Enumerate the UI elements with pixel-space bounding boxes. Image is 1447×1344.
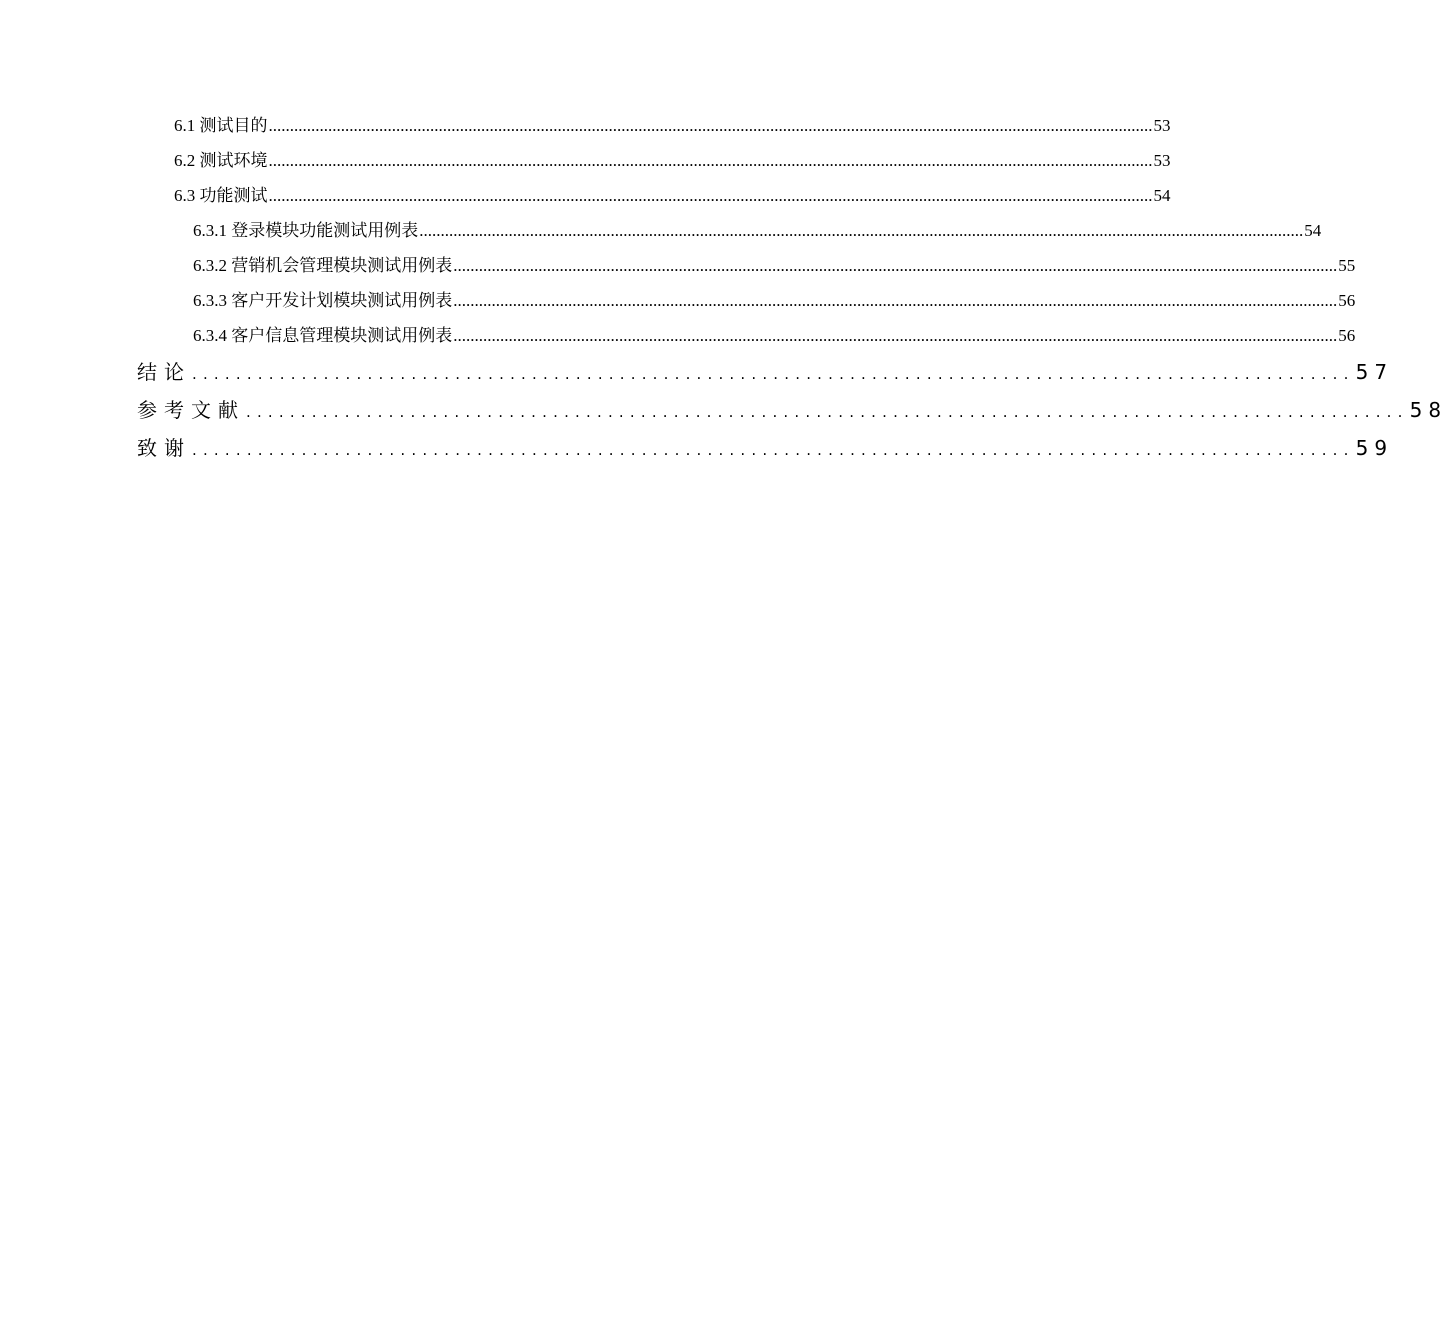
toc-entry-page: 56 xyxy=(1338,326,1356,345)
toc-dot-leader: ................................................................................................................................................................................................................ xyxy=(268,116,1153,135)
toc-entry-6-3[interactable] xyxy=(174,185,1171,207)
toc-entry-page: 54 xyxy=(1304,221,1322,240)
toc-dot-leader: ................................................................................................................................................................................................................ xyxy=(268,151,1153,170)
toc-dot-leader: ................................................................................................................................................................................................................ xyxy=(453,326,1338,345)
toc-entry-title: 6.3 功能测试 xyxy=(174,186,268,205)
toc-entry-page: 55 xyxy=(1338,256,1356,275)
toc-entry-title: 参考文献 xyxy=(137,398,245,422)
toc-entry-title: 6.3.2 营销机会管理模块测试用例表 xyxy=(193,256,453,275)
toc-entry-6-3-1[interactable] xyxy=(193,220,1322,242)
toc-dot-leader: .......................................................................................................... xyxy=(246,403,1409,421)
toc-entry-title: 致谢 xyxy=(137,436,191,460)
toc-dot-leader: ................................................................................................................................................................................................................ xyxy=(453,291,1338,310)
toc-dot-leader: .......................................................................................................... xyxy=(192,365,1355,383)
toc-entry-page: 56 xyxy=(1338,291,1356,310)
toc-entry-6-2[interactable] xyxy=(174,150,1171,172)
toc-entry-page: 58 xyxy=(1409,398,1447,422)
toc-entry-title: 6.3.4 客户信息管理模块测试用例表 xyxy=(193,326,453,345)
toc-dot-leader: ................................................................................................................................................................................................................ xyxy=(453,256,1338,275)
toc-entry-acknowledgements[interactable] xyxy=(137,434,1394,462)
toc-entry-6-3-3[interactable] xyxy=(193,290,1356,312)
toc-entry-title: 6.1 测试目的 xyxy=(174,116,268,135)
toc-entry-page: 53 xyxy=(1153,116,1171,135)
toc-entry-conclusion[interactable] xyxy=(137,358,1394,386)
toc-dot-leader: ................................................................................................................................................................................................................ xyxy=(419,221,1304,240)
toc-entry-page: 57 xyxy=(1355,360,1394,384)
toc-entry-page: 53 xyxy=(1153,151,1171,170)
toc-entry-6-3-4[interactable] xyxy=(193,325,1356,347)
toc-entry-6-1[interactable] xyxy=(174,115,1171,137)
toc-entry-title: 6.3.1 登录模块功能测试用例表 xyxy=(193,221,419,240)
toc-entry-title: 6.2 测试环境 xyxy=(174,151,268,170)
toc-dot-leader: ................................................................................................................................................................................................................ xyxy=(268,186,1153,205)
toc-dot-leader: .......................................................................................................... xyxy=(192,441,1355,459)
toc-entry-page: 54 xyxy=(1153,186,1171,205)
toc-entry-references[interactable] xyxy=(137,396,1447,424)
toc-entry-page: 59 xyxy=(1355,436,1394,460)
toc-entry-title: 6.3.3 客户开发计划模块测试用例表 xyxy=(193,291,453,310)
toc-entry-6-3-2[interactable] xyxy=(193,255,1356,277)
toc-entry-title: 结论 xyxy=(137,360,191,384)
